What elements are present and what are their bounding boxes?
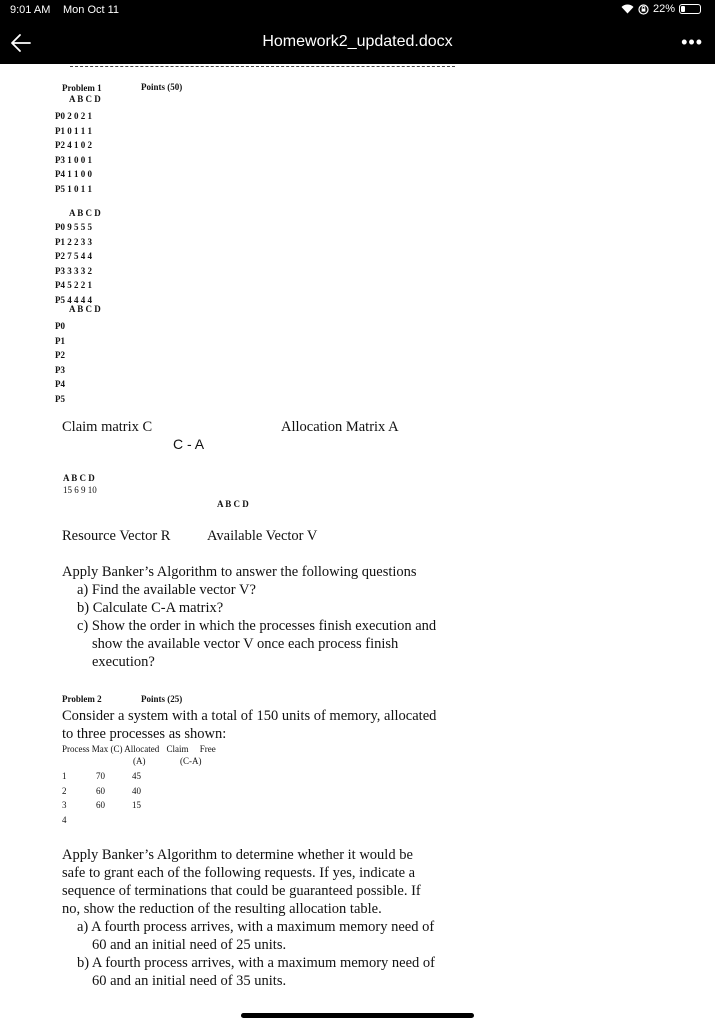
problem2-request-b: b) A fourth process arrives, with a maximum memory need of: [77, 955, 435, 971]
cell-max: 70: [96, 771, 105, 782]
document-page: [0, 64, 715, 1024]
table-row: [62, 813, 141, 828]
problem2-heading: Problem 2: [62, 694, 102, 704]
cell-max: 60: [96, 785, 105, 796]
resource-vector-label: Resource Vector R: [62, 528, 171, 544]
cell-max: [96, 813, 132, 828]
problem2-apply-line4: no, show the reduction of the resulting allocation table.: [62, 901, 382, 917]
dashed-divider: [70, 66, 455, 67]
col-claim: Claim: [166, 744, 189, 754]
table-row: [62, 769, 141, 784]
matrix-row: P5: [55, 393, 65, 404]
cell-process: 3: [62, 800, 67, 811]
orientation-lock-icon: [638, 4, 649, 15]
problem1-question-a: a) Find the available vector V?: [77, 582, 256, 598]
col-max: Max (C): [91, 744, 123, 754]
matrix-row: P0 9 5 5 5: [55, 222, 92, 232]
resource-vector-header: A B C D: [63, 473, 95, 483]
table-row: [62, 798, 141, 813]
matrix-row: P2: [55, 350, 65, 360]
problem2-apply-line3: sequence of terminations that could be guaranteed possible. If: [62, 883, 421, 899]
battery-icon: [679, 4, 701, 14]
resource-vector-values: 15 6 9 10: [63, 485, 97, 495]
memory-table-header: [62, 744, 216, 754]
matrix-row: P4 1 1 0 0: [55, 169, 92, 179]
matrix-row: P4 5 2 2 1: [55, 280, 92, 290]
battery-percent: 22%: [652, 3, 675, 15]
matrix-row: P5 1 0 1 1: [55, 183, 92, 194]
problem1-question-c: c) Show the order in which the processes finish execution and: [77, 618, 437, 634]
matrix-row: P3: [55, 364, 65, 375]
cell-max: 60: [96, 800, 105, 811]
matrix-row: P4: [55, 379, 65, 389]
problem2-request-a-line2: 60 and an initial need of 25 units.: [92, 937, 287, 953]
cell-allocated: [132, 813, 141, 828]
matrix-row: P3 1 0 0 1: [55, 154, 92, 165]
cell-allocated: 15: [132, 800, 141, 811]
matrix-row: P3 3 3 3 2: [55, 265, 92, 276]
problem1-question-c-line2: show the available vector V once each process finish: [92, 636, 399, 652]
col-allocated: Allocated: [124, 744, 160, 754]
claim-matrix-header: A B C D: [69, 94, 101, 104]
problem2-apply: Apply Banker’s Algorithm to determine whether it would be: [62, 847, 413, 863]
cell-process: 4: [62, 814, 67, 825]
document-title: Homework2_updated.docx: [262, 33, 453, 50]
status-indicators: [621, 3, 701, 15]
cell-allocated: 45: [132, 771, 141, 782]
memory-table-sub-ca: (C-A): [180, 756, 202, 766]
problem2-description: Consider a system with a total of 150 units of memory, allocated: [62, 708, 437, 724]
problem1-intro: Apply Banker’s Algorithm to answer the following questions: [62, 564, 417, 580]
problem2-request-b-line2: 60 and an initial need of 35 units.: [92, 973, 287, 989]
matrix-row: P1 0 1 1 1: [55, 125, 92, 136]
available-vector-header: A B C D: [217, 499, 249, 509]
matrix-row: P1: [55, 335, 65, 346]
problem1-points: Points (50): [141, 82, 183, 92]
available-vector-label: Available Vector V: [207, 528, 318, 544]
cell-process: 2: [62, 785, 67, 796]
matrix-row: P2 4 1 0 2: [55, 140, 92, 150]
alloc-matrix-header: A B C D: [69, 208, 101, 218]
ca-matrix-rows: [55, 319, 65, 406]
status-time: 9:01 AM: [10, 4, 51, 16]
matrix-row: P1 2 2 3 3: [55, 236, 92, 247]
problem1-heading: Problem 1: [62, 83, 102, 93]
col-free: Free: [199, 744, 216, 754]
table-row: [62, 784, 141, 799]
memory-table-body: [62, 769, 141, 827]
matrix-row: P5 4 4 4 4: [55, 294, 92, 305]
alloc-matrix-rows: [55, 220, 92, 307]
home-indicator[interactable]: [241, 1013, 474, 1018]
col-process: Process: [62, 744, 90, 754]
matrix-row: P0 2 0 2 1: [55, 111, 92, 121]
alloc-matrix-label: Allocation Matrix A: [281, 419, 399, 435]
claim-matrix-rows: [55, 109, 92, 196]
wifi-icon: [621, 4, 634, 14]
status-bar: [0, 0, 715, 22]
ca-matrix-header: A B C D: [69, 304, 101, 314]
matrix-row: P2 7 5 4 4: [55, 251, 92, 261]
matrix-row: P0: [55, 321, 65, 331]
problem2-points: Points (25): [141, 694, 183, 704]
memory-table-sub-a: (A): [133, 756, 146, 766]
problem1-question-b: b) Calculate C-A matrix?: [77, 600, 224, 616]
document-toolbar: [0, 22, 715, 64]
problem2-apply-line2: safe to grant each of the following requests. If yes, indicate a: [62, 865, 416, 881]
problem2-description-line2: to three processes as shown:: [62, 726, 227, 742]
cell-allocated: 40: [132, 785, 141, 796]
more-dots-icon[interactable]: •••: [681, 32, 703, 52]
cell-process: 1: [62, 771, 67, 782]
ca-matrix-label: C - A: [173, 436, 205, 452]
status-date: Mon Oct 11: [63, 4, 120, 16]
problem1-question-c-line3: execution?: [92, 654, 155, 670]
claim-matrix-label: Claim matrix C: [62, 419, 153, 435]
problem2-request-a: a) A fourth process arrives, with a maximum memory need of: [77, 919, 435, 935]
